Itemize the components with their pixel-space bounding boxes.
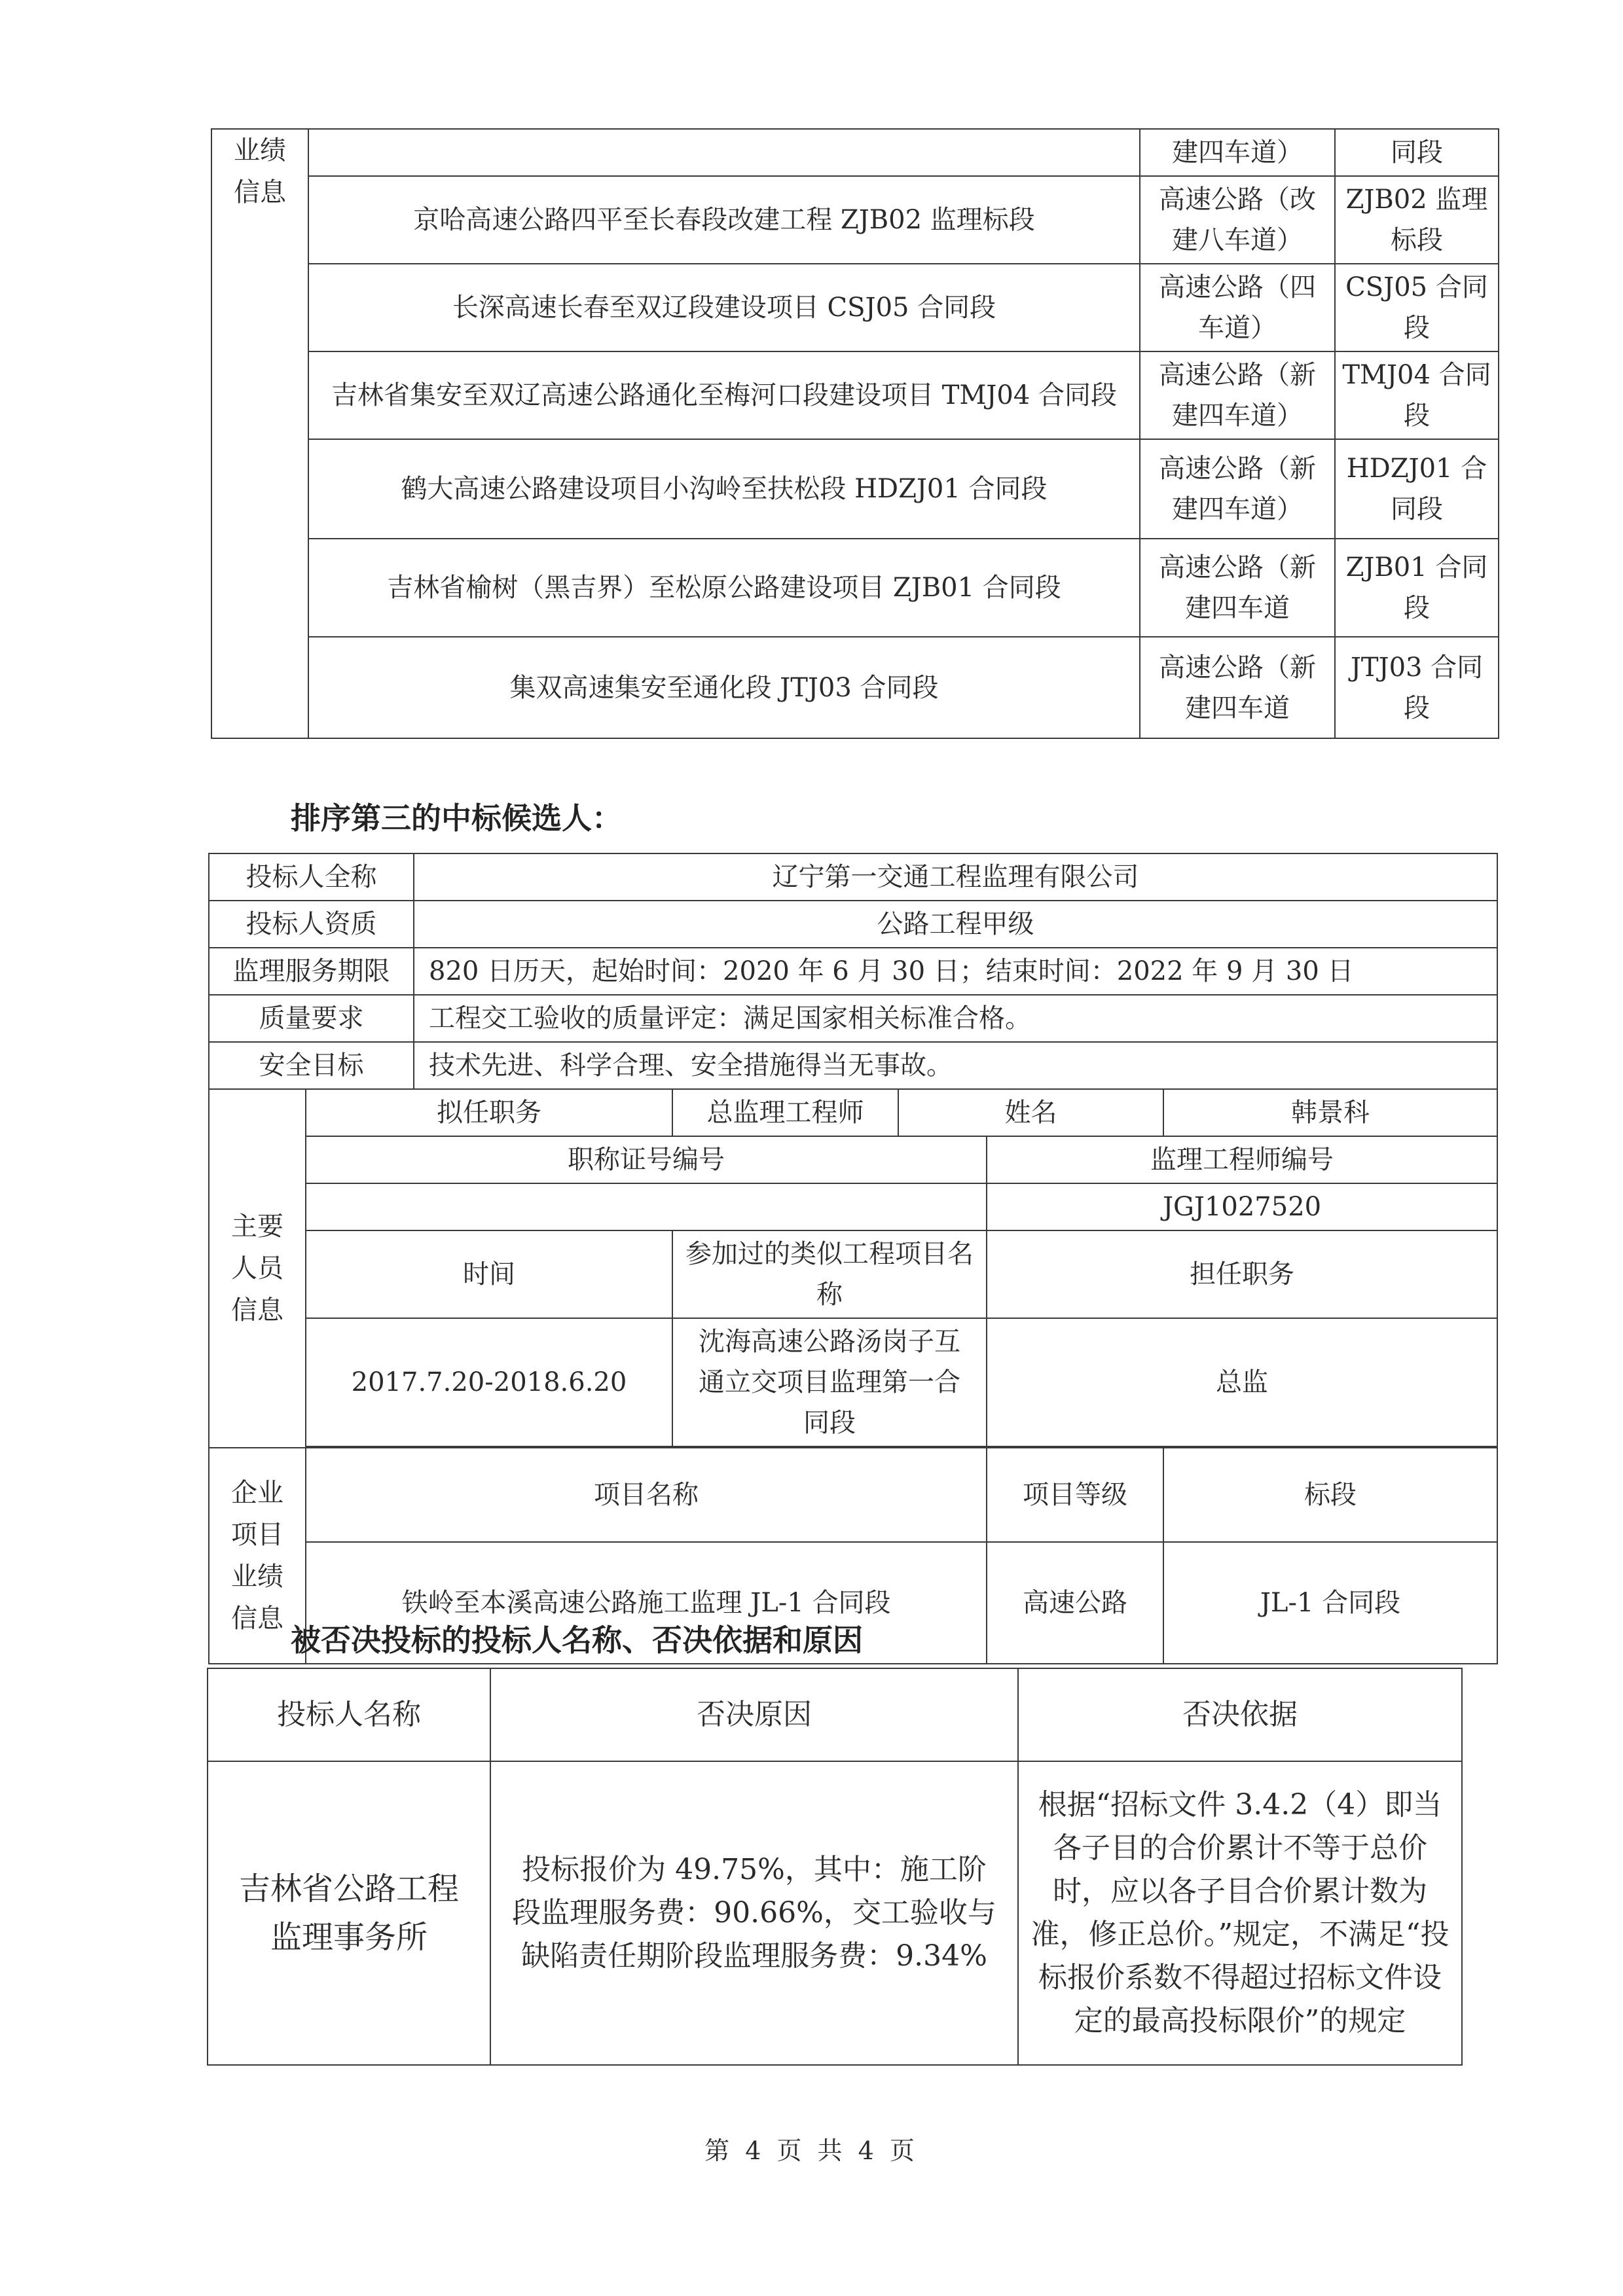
project-name-cell: 集双高速集安至通化段 JTJ03 合同段 — [308, 637, 1140, 738]
service-period-label: 监理服务期限 — [209, 948, 414, 995]
position-label: 拟任职务 — [306, 1089, 672, 1136]
project-level-label: 项目等级 — [987, 1448, 1163, 1542]
similar-project-value: 沈海高速公路汤岗子互通立交项目监理第一合同段 — [672, 1318, 987, 1446]
company-performance-side-label: 企业 项目 业绩 信息 — [209, 1448, 306, 1664]
project-name-cell: 鹤大高速公路建设项目小沟岭至扶松段 HDZJ01 合同段 — [308, 439, 1140, 539]
project-section-cell: 同段 — [1335, 129, 1499, 176]
project-section-cell: CSJ05 合同段 — [1335, 264, 1499, 351]
performance-side-label: 业绩 信息 — [211, 129, 308, 738]
rejection-reason: 投标报价为 49.75%，其中：施工阶段监理服务费：90.66%，交工验收与缺陷责任期阶段监理服务费：9.34% — [490, 1761, 1018, 2065]
bidder-name-label: 投标人全称 — [209, 853, 414, 901]
project-name-cell: 长深高速长春至双辽段建设项目 CSJ05 合同段 — [308, 264, 1140, 351]
bidder-name-value: 辽宁第一交通工程监理有限公司 — [414, 853, 1497, 901]
rejected-bidder-name: 吉林省公路工程监理事务所 — [208, 1761, 490, 2065]
qualification-value: 公路工程甲级 — [414, 901, 1497, 948]
personnel-side-label: 主要 人员 信息 — [209, 1089, 306, 1448]
quality-value: 工程交工验收的质量评定：满足国家相关标准合格。 — [414, 995, 1497, 1042]
project-section-cell: JTJ03 合同段 — [1335, 637, 1499, 738]
project-section-value: JL-1 合同段 — [1163, 1542, 1497, 1664]
bidder-name-header: 投标人名称 — [208, 1668, 490, 1761]
project-section-cell: TMJ04 合同段 — [1335, 351, 1499, 439]
quality-label: 质量要求 — [209, 995, 414, 1042]
rejection-reason-header: 否决原因 — [490, 1668, 1018, 1761]
table-cell — [308, 129, 1140, 176]
project-level-cell: 高速公路（改建八车道） — [1140, 176, 1335, 264]
similar-project-label: 参加过的类似工程项目名称 — [672, 1230, 987, 1318]
time-label: 时间 — [306, 1230, 672, 1318]
certificate-value — [306, 1183, 987, 1230]
project-name-cell: 吉林省榆树（黑吉界）至松原公路建设项目 ZJB01 合同段 — [308, 539, 1140, 637]
project-level-cell: 高速公路（新建四车道） — [1140, 439, 1335, 539]
project-section-cell: HDZJ01 合同段 — [1335, 439, 1499, 539]
table-row — [211, 351, 1499, 439]
time-value: 2017.7.20-2018.6.20 — [306, 1318, 672, 1446]
engineer-number-value: JGJ1027520 — [987, 1183, 1497, 1230]
project-level-cell: 高速公路（新建四车道 — [1140, 539, 1335, 637]
rejected-bidders-heading: 被否决投标的投标人名称、否决依据和原因 — [291, 1623, 863, 1658]
table-row — [211, 439, 1499, 539]
performance-table-continued — [211, 128, 1499, 739]
rejection-basis-header: 否决依据 — [1018, 1668, 1462, 1761]
table-row — [211, 176, 1499, 264]
project-section-cell: ZJB01 合同段 — [1335, 539, 1499, 637]
project-name-cell: 京哈高速公路四平至长春段改建工程 ZJB02 监理标段 — [308, 176, 1140, 264]
name-label: 姓名 — [898, 1089, 1163, 1136]
engineer-number-label: 监理工程师编号 — [987, 1136, 1497, 1183]
project-name-label: 项目名称 — [306, 1448, 987, 1542]
role-value: 总监 — [987, 1318, 1497, 1446]
project-name-cell: 吉林省集安至双辽高速公路通化至梅河口段建设项目 TMJ04 合同段 — [308, 351, 1140, 439]
certificate-label: 职称证号编号 — [306, 1136, 987, 1183]
project-level-cell: 高速公路（新建四车道） — [1140, 351, 1335, 439]
table-row — [211, 637, 1499, 738]
role-label: 担任职务 — [987, 1230, 1497, 1318]
qualification-label: 投标人资质 — [209, 901, 414, 948]
page-footer: 第 4 页 共 4 页 — [704, 2136, 919, 2165]
rejection-basis: 根据“招标文件 3.4.2（4）即当各子目的合价累计不等于总价时，应以各子目合价累计数为准，修正总价。”规定，不满足“投标报价系数不得超过招标文件设定的最高投标限价”的规定 — [1018, 1761, 1462, 2065]
position-value: 总监理工程师 — [672, 1089, 898, 1136]
table-row — [211, 539, 1499, 637]
safety-value: 技术先进、科学合理、安全措施得当无事故。 — [414, 1042, 1497, 1089]
service-period-value: 820 日历天，起始时间：2020 年 6 月 30 日；结束时间：2022 年 9 月 30 日 — [414, 948, 1497, 995]
project-level-value: 高速公路 — [987, 1542, 1163, 1664]
third-candidate-table — [208, 853, 1498, 1664]
project-name-value: 铁岭至本溪高速公路施工监理 JL-1 合同段 — [306, 1542, 987, 1664]
project-level-cell: 高速公路（新建四车道 — [1140, 637, 1335, 738]
rejected-bidders-table — [207, 1668, 1463, 2066]
name-value: 韩景科 — [1163, 1089, 1497, 1136]
safety-label: 安全目标 — [209, 1042, 414, 1089]
table-row — [211, 264, 1499, 351]
third-candidate-heading: 排序第三的中标候选人： — [291, 800, 622, 836]
project-section-label: 标段 — [1163, 1448, 1497, 1542]
project-section-cell: ZJB02 监理标段 — [1335, 176, 1499, 264]
project-level-cell: 建四车道） — [1140, 129, 1335, 176]
project-level-cell: 高速公路（四车道） — [1140, 264, 1335, 351]
